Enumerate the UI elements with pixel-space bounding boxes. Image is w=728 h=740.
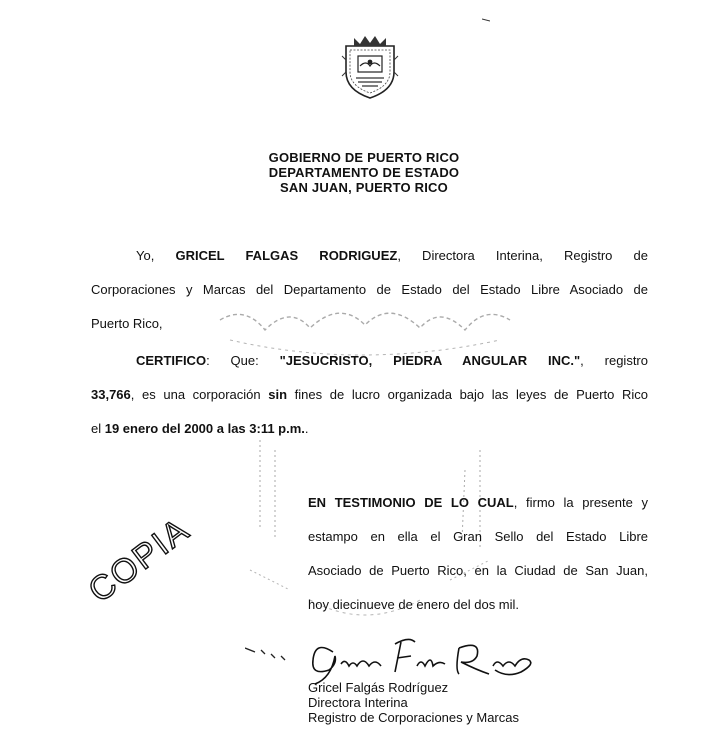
cert-que: : Que: (206, 353, 280, 368)
testimony-line-1 (308, 486, 648, 520)
intro-line-2: Corporaciones y Marcas del Departamento de Estado del Estado Libre Asociado de (91, 282, 648, 297)
corporation-name: "JESUCRISTO, PIEDRA ANGULAR INC." (279, 353, 581, 368)
signatory-title: Directora Interina (308, 695, 408, 710)
signatory-name: Gricel Falgás Rodríguez (308, 680, 449, 695)
testimony-line-4: hoy diecinueve de enero del dos mil. (308, 597, 520, 612)
cert-line-2 (91, 378, 648, 412)
header-city: SAN JUAN, PUERTO RICO (280, 180, 448, 195)
cert-el: el (91, 421, 105, 436)
cert-laws: fines de lucro organizada bajo las leyes de Puerto Rico (287, 387, 649, 402)
cert-line-1 (91, 344, 648, 378)
certification-paragraph (91, 344, 648, 446)
testimony-block (308, 486, 648, 622)
document-header (0, 150, 728, 195)
speck-mark (482, 18, 490, 22)
cert-registro: , registro (580, 353, 648, 368)
header-department: DEPARTAMENTO DE ESTADO (268, 165, 460, 180)
testimony-firmo: , firmo la presente y (513, 495, 648, 510)
cert-mid: , es una corporación (130, 387, 269, 402)
cert-line-3 (91, 412, 648, 446)
signatory-block (308, 680, 519, 725)
certifico-label: CERTIFICO (136, 353, 207, 368)
intro-line-3: Puerto Rico, (91, 316, 163, 331)
intro-line-1 (91, 239, 648, 273)
testimony-bold: EN TESTIMONIO DE LO CUAL (308, 495, 514, 510)
cert-sin: sin (268, 387, 288, 402)
intro-yo: Yo, (136, 248, 176, 263)
coat-of-arms-seal (336, 32, 404, 102)
signatory-office: Registro de Corporaciones y Marcas (308, 710, 519, 725)
copia-stamp: COPIA (81, 510, 197, 611)
testimony-line-3: Asociado de Puerto Rico, en la Ciudad de San Juan, (308, 563, 648, 578)
header-government: GOBIERNO DE PUERTO RICO (268, 150, 460, 165)
intro-role: , Directora Interina, Registro de (397, 248, 649, 263)
official-name: GRICEL FALGAS RODRIGUEZ (175, 248, 398, 263)
intro-paragraph (91, 239, 648, 341)
testimony-line-2: estampo en ella el Gran Sello del Estado Libre (308, 529, 648, 544)
cert-period: . (304, 421, 309, 436)
incorporation-date: 19 enero del 2000 a las 3:11 p.m. (104, 421, 305, 436)
registration-number: 33,766 (91, 387, 131, 402)
